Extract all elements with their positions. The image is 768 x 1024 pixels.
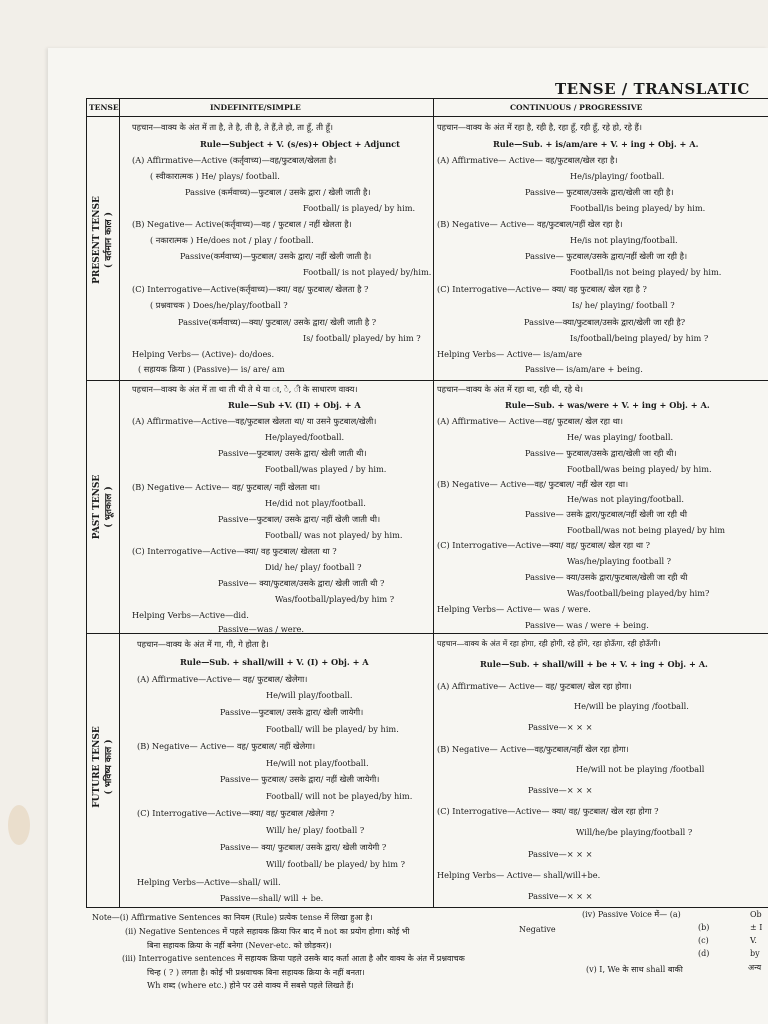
tense-column-divider: [119, 98, 120, 908]
row-label-past-hi: ( भूतकाल ): [104, 486, 114, 528]
present-simple-line: (B) Negative— Active(कर्तृवाच्य)—वह / फुटबाल / नहीं खेलता है।: [132, 219, 352, 229]
note-line: (v) I, We के साथ shall बाकी: [586, 965, 683, 974]
past-simple-line: Was/football/played/by him ?: [275, 594, 395, 604]
note-line: (d): [698, 949, 710, 958]
past-cont-line: Passive— फुटबाल/उसके द्वारा/खेली जा रही थी।: [525, 448, 677, 458]
row-divider-past-future: [86, 633, 768, 634]
row-label-present: [91, 180, 115, 300]
past-simple-line: (B) Negative— Active— वह/ फुटबाल/ नहीं खेलता था।: [132, 482, 321, 492]
note-line: V.: [750, 936, 757, 945]
note-line: (ii) Negative Sentences में पहले सहायक क्रिया फिर बाद में not का प्रयोग होगा। कोई भी: [125, 927, 410, 936]
row-label-future-en: FUTURE TENSE: [92, 726, 102, 808]
past-simple-line: Passive—was / were.: [218, 624, 304, 634]
past-cont-line: He/was not playing/football.: [567, 494, 684, 504]
present-cont-line: Football/is not being played/ by him.: [570, 267, 722, 277]
past-cont-line: Passive— was / were + being.: [525, 620, 649, 630]
note-line: चिन्ह ( ? ) लगता है। कोई भी प्रश्नवाचक बिना सहायक क्रिया के नहीं बनता।: [147, 968, 365, 977]
past-simple-line: Did/ he/ play/ football ?: [265, 562, 362, 572]
present-cont-line: Passive— फुटबाल/उसके द्वारा/खेली जा रही है।: [525, 187, 674, 197]
past-cont-line: Helping Verbs— Active— was / were.: [437, 604, 591, 614]
present-simple-line: ( प्रश्नवाचक ) Does/he/play/football ?: [150, 300, 288, 310]
row-label-past-en: PAST TENSE: [92, 474, 102, 540]
note-line: Negative: [519, 925, 556, 934]
header-continuous: CONTINUOUS / PROGRESSIVE: [510, 103, 643, 112]
present-simple-line: ( स्वीकारात्मक ) He/ plays/ football.: [150, 171, 280, 181]
past-simple-line: Helping Verbs—Active—did.: [132, 610, 249, 620]
future-cont-line: (A) Affirmative— Active— वह/ फुटबाल/ खेल रहा होगा।: [437, 681, 632, 691]
row-divider-present-past: [86, 380, 768, 381]
past-simple-line: He/did not play/football.: [265, 498, 366, 508]
note-line: Wh शब्द (where etc.) होने पर उसे वाक्य में सबसे पहले लिखते हैं।: [147, 981, 354, 990]
past-cont-line: He/ was playing/ football.: [567, 432, 674, 442]
present-simple-line: Football/ is played/ by him.: [303, 203, 416, 213]
past-simple-line: (A) Affirmative—Active—वह/फुटबाल खेलता था/ या उसने फुटबाल/खेली।: [132, 416, 377, 426]
past-simple-line: Passive—फुटबाल/ उसके द्वारा/ खेली जाती थी।: [218, 448, 367, 458]
table-left-border: [86, 98, 87, 908]
present-cont-rule: Rule—Sub. + is/am/are + V. + ing + Obj. + A.: [493, 139, 699, 149]
future-simple-line: Will/ football/ be played/ by him ?: [266, 859, 406, 869]
note-line: अन्य: [748, 963, 762, 972]
present-simple-line: ( सहायक क्रिया ) (Passive)— is/ are/ am: [138, 364, 285, 374]
present-cont-line: He/is/playing/ football.: [570, 171, 665, 181]
present-cont-line: Passive— फुटबाल/उसके द्वारा/नहीं खेली जा रही है।: [525, 251, 688, 261]
present-simple-line: (C) Interrogative—Active(कर्तृवाच्य)—क्या/ वह/ फुटबाल/ खेलता है ?: [132, 284, 369, 294]
future-simple-line: पहचान—वाक्य के अंत में गा, गी, गे होता है।: [137, 639, 269, 649]
past-simple-rule: Rule—Sub +V. (II) + Obj. + A: [228, 400, 361, 410]
page-title: TENSE / TRANSLATIC: [555, 80, 750, 98]
row-label-future: [91, 707, 115, 827]
past-cont-line: Passive— उसके द्वारा/फुटबाल/नहीं खेली जा रही थी: [525, 509, 687, 519]
future-cont-line: Passive—× × ×: [528, 785, 593, 795]
past-cont-line: Was/he/playing football ?: [567, 556, 672, 566]
simple-continuous-divider: [433, 98, 434, 908]
present-cont-line: Is/ he/ playing/ football ?: [572, 300, 675, 310]
row-label-present-en: PRESENT TENSE: [92, 196, 102, 284]
past-simple-line: Football/was played / by him.: [265, 464, 387, 474]
present-simple-line: Football/ is not played/ by/him.: [303, 267, 432, 277]
present-simple-line: (A) Affirmative—Active (कर्तृवाच्य)—वह/फुटबाल/खेलता है।: [132, 155, 337, 165]
header-tense: TENSE: [89, 103, 119, 112]
past-simple-line: Passive— क्या/फुटबाल/उसके द्वारा/ खेली जाती थी ?: [218, 578, 385, 588]
future-cont-line: He/will not be playing /football: [576, 764, 705, 774]
future-simple-line: Helping Verbs—Active—shall/ will.: [137, 877, 281, 887]
row-label-past: [91, 447, 115, 567]
past-simple-line: पहचान—वाक्य के अंत में ता था ती थी ते थे या ा, े, ी के साधारण वाक्य।: [132, 384, 358, 394]
future-cont-line: Passive—× × ×: [528, 849, 593, 859]
past-cont-line: Football/was not being played/ by him: [567, 525, 726, 535]
table-bottom-border: [86, 907, 768, 908]
note-line: by: [750, 949, 760, 958]
present-cont-line: Football/is being played/ by him.: [570, 203, 706, 213]
present-simple-rule: Rule—Subject + V. (s/es)+ Object + Adjunct: [200, 139, 400, 149]
note-line: बिना सहायक क्रिया के नहीं बनेगा (Never-etc. को छोड़कर)।: [147, 941, 332, 950]
future-cont-line: (C) Interrogative—Active— क्या/ वह/ फुटबाल/ खेल रहा होगा ?: [437, 806, 659, 816]
future-simple-line: He/will play/football.: [266, 690, 353, 700]
future-simple-line: Passive—फुटबाल/ उसके द्वारा/ खेली जायेगी।: [220, 707, 364, 717]
present-cont-line: Passive—क्या/फुटबाल/उसके द्वारा/खेली जा रही है?: [524, 317, 686, 327]
note-line: (c): [698, 936, 709, 945]
present-cont-line: Helping Verbs— Active— is/am/are: [437, 349, 583, 359]
note-line: (iii) Interrogative sentences में सहायक क्रिया पहले उसके बाद कर्ता आता है और वाक्य के अंत में प्रश्नवाचक: [122, 954, 465, 963]
present-simple-line: Is/ football/ played/ by him ?: [303, 333, 421, 343]
past-cont-line: Was/football/being played/by him?: [567, 588, 710, 598]
past-cont-line: (B) Negative— Active—वह/ फुटबाल/ नहीं खेल रहा था।: [437, 479, 629, 489]
present-cont-line: Passive— is/am/are + being.: [525, 364, 643, 374]
future-cont-line: (B) Negative— Active—वह/फुटबाल/नहीं खेल रहा होगा।: [437, 744, 629, 754]
future-simple-line: Will/ he/ play/ football ?: [266, 825, 365, 835]
note-line: (iv) Passive Voice में— (a): [582, 910, 681, 919]
note-line: (b): [698, 923, 710, 932]
future-simple-line: Passive—shall/ will + be.: [220, 893, 324, 903]
future-cont-line: Passive—× × ×: [528, 722, 593, 732]
present-simple-line: Helping Verbs— (Active)- do/does.: [132, 349, 275, 359]
future-simple-line: Football/ will not be played/by him.: [266, 791, 413, 801]
future-simple-line: Passive— फुटबाल/ उसके द्वारा/ नहीं खेली जायेगी।: [220, 774, 380, 784]
future-simple-line: Passive— क्या/ फुटबाल/ उसके द्वारा/ खेली जायेगी ?: [220, 842, 387, 852]
present-cont-line: He/is not playing/football.: [570, 235, 678, 245]
future-simple-line: (B) Negative— Active— वह/ फुटबाल/ नहीं खेलेगा।: [137, 741, 316, 751]
present-cont-line: Is/football/being played/ by him ?: [570, 333, 709, 343]
present-cont-line: (B) Negative— Active— वह/फुटबाल/नहीं खेल रहा है।: [437, 219, 623, 229]
past-cont-line: (A) Affirmative— Active—वह/ फुटबाल/ खेल रहा था।: [437, 416, 624, 426]
past-cont-line: Football/was being played/ by him.: [567, 464, 712, 474]
header-bottom-border: [86, 116, 768, 117]
note-line: Ob: [750, 910, 762, 919]
note-line: ± I: [750, 923, 763, 932]
future-simple-line: He/will not play/football.: [266, 758, 369, 768]
header-simple: INDEFINITE/SIMPLE: [210, 103, 301, 112]
page-stain: [8, 805, 30, 845]
past-simple-line: (C) Interrogative—Active—क्या/ वह फुटबाल/ खेलता था ?: [132, 546, 337, 556]
note-line: Note—(i) Affirmative Sentences का नियम (Rule) प्रत्येक tense में लिखा हुआ है।: [92, 913, 373, 922]
past-cont-line: पहचान—वाक्य के अंत में रहा था, रही थी, रहे थे।: [437, 384, 583, 394]
past-simple-line: Passive—फुटबाल/ उसके द्वारा/ नहीं खेली जाती थी।: [218, 514, 381, 524]
future-simple-line: (C) Interrogative—Active—क्या/ वह/ फुटबाल /खेलेगा ?: [137, 808, 335, 818]
present-simple-line: Passive(कर्मवाच्य)—क्या/ फुटबाल/ उसके द्वारा/ खेली जाती है ?: [178, 317, 377, 327]
future-cont-line: Will/he/be playing/football ?: [576, 827, 693, 837]
past-simple-line: Football/ was not played/ by him.: [265, 530, 403, 540]
table-top-border: [86, 98, 768, 99]
row-label-present-hi: ( वर्तमान काल ): [104, 211, 114, 269]
future-cont-line: Passive—× × ×: [528, 891, 593, 901]
present-simple-line: Passive(कर्मवाच्य)—फुटबाल/ उसके द्वारा/ नहीं खेली जाती है।: [180, 251, 372, 261]
present-cont-line: पहचान—वाक्य के अंत में रहा है, रही है, रहा हूँ, रही हूँ, रहे हो, रहे हैं।: [437, 122, 642, 132]
present-simple-line: Passive (कर्मवाच्य)—फुटबाल / उसके द्वारा / खेली जाती है।: [185, 187, 371, 197]
present-simple-line: ( नकारात्मक ) He/does not / play / football.: [150, 235, 314, 245]
row-label-future-hi: ( भविष्य काल ): [104, 739, 114, 795]
future-cont-line: पहचान—वाक्य के अंत में रहा होगा, रही होगी, रहे होंगे, रहा होऊँगा, रही होऊँगी।: [437, 639, 661, 648]
present-simple-line: पहचान—वाक्य के अंत में ता है, ते है, ती है, ते हैं,ते हो, ता हूँ, ती हूँ।: [132, 122, 334, 132]
past-cont-line: Passive— क्या/उसके द्वारा/फुटबाल/खेली जा रही थी: [525, 572, 688, 582]
past-cont-line: (C) Interrogative—Active—क्या/ वह/ फुटबाल/ खेल रहा था ?: [437, 540, 651, 550]
future-cont-line: He/will be playing /football.: [574, 701, 689, 711]
future-simple-line: Football/ will be played/ by him.: [266, 724, 399, 734]
future-simple-rule: Rule—Sub. + shall/will + V. (I) + Obj. + A: [180, 657, 369, 667]
future-simple-line: (A) Affirmative—Active— वह/ फुटबाल/ खेलेगा।: [137, 674, 308, 684]
past-cont-rule: Rule—Sub. + was/were + V. + ing + Obj. + A.: [505, 400, 710, 410]
past-simple-line: He/played/football.: [265, 432, 345, 442]
present-cont-line: (A) Affirmative— Active— वह/फुटबाल/खेल रहा है।: [437, 155, 618, 165]
present-cont-line: (C) Interrogative—Active— क्या/ वह फुटबाल/ खेल रहा है ?: [437, 284, 647, 294]
future-cont-line: Helping Verbs— Active— shall/will+be.: [437, 870, 601, 880]
future-cont-rule: Rule—Sub. + shall/will + be + V. + ing + Obj. + A.: [480, 659, 708, 669]
